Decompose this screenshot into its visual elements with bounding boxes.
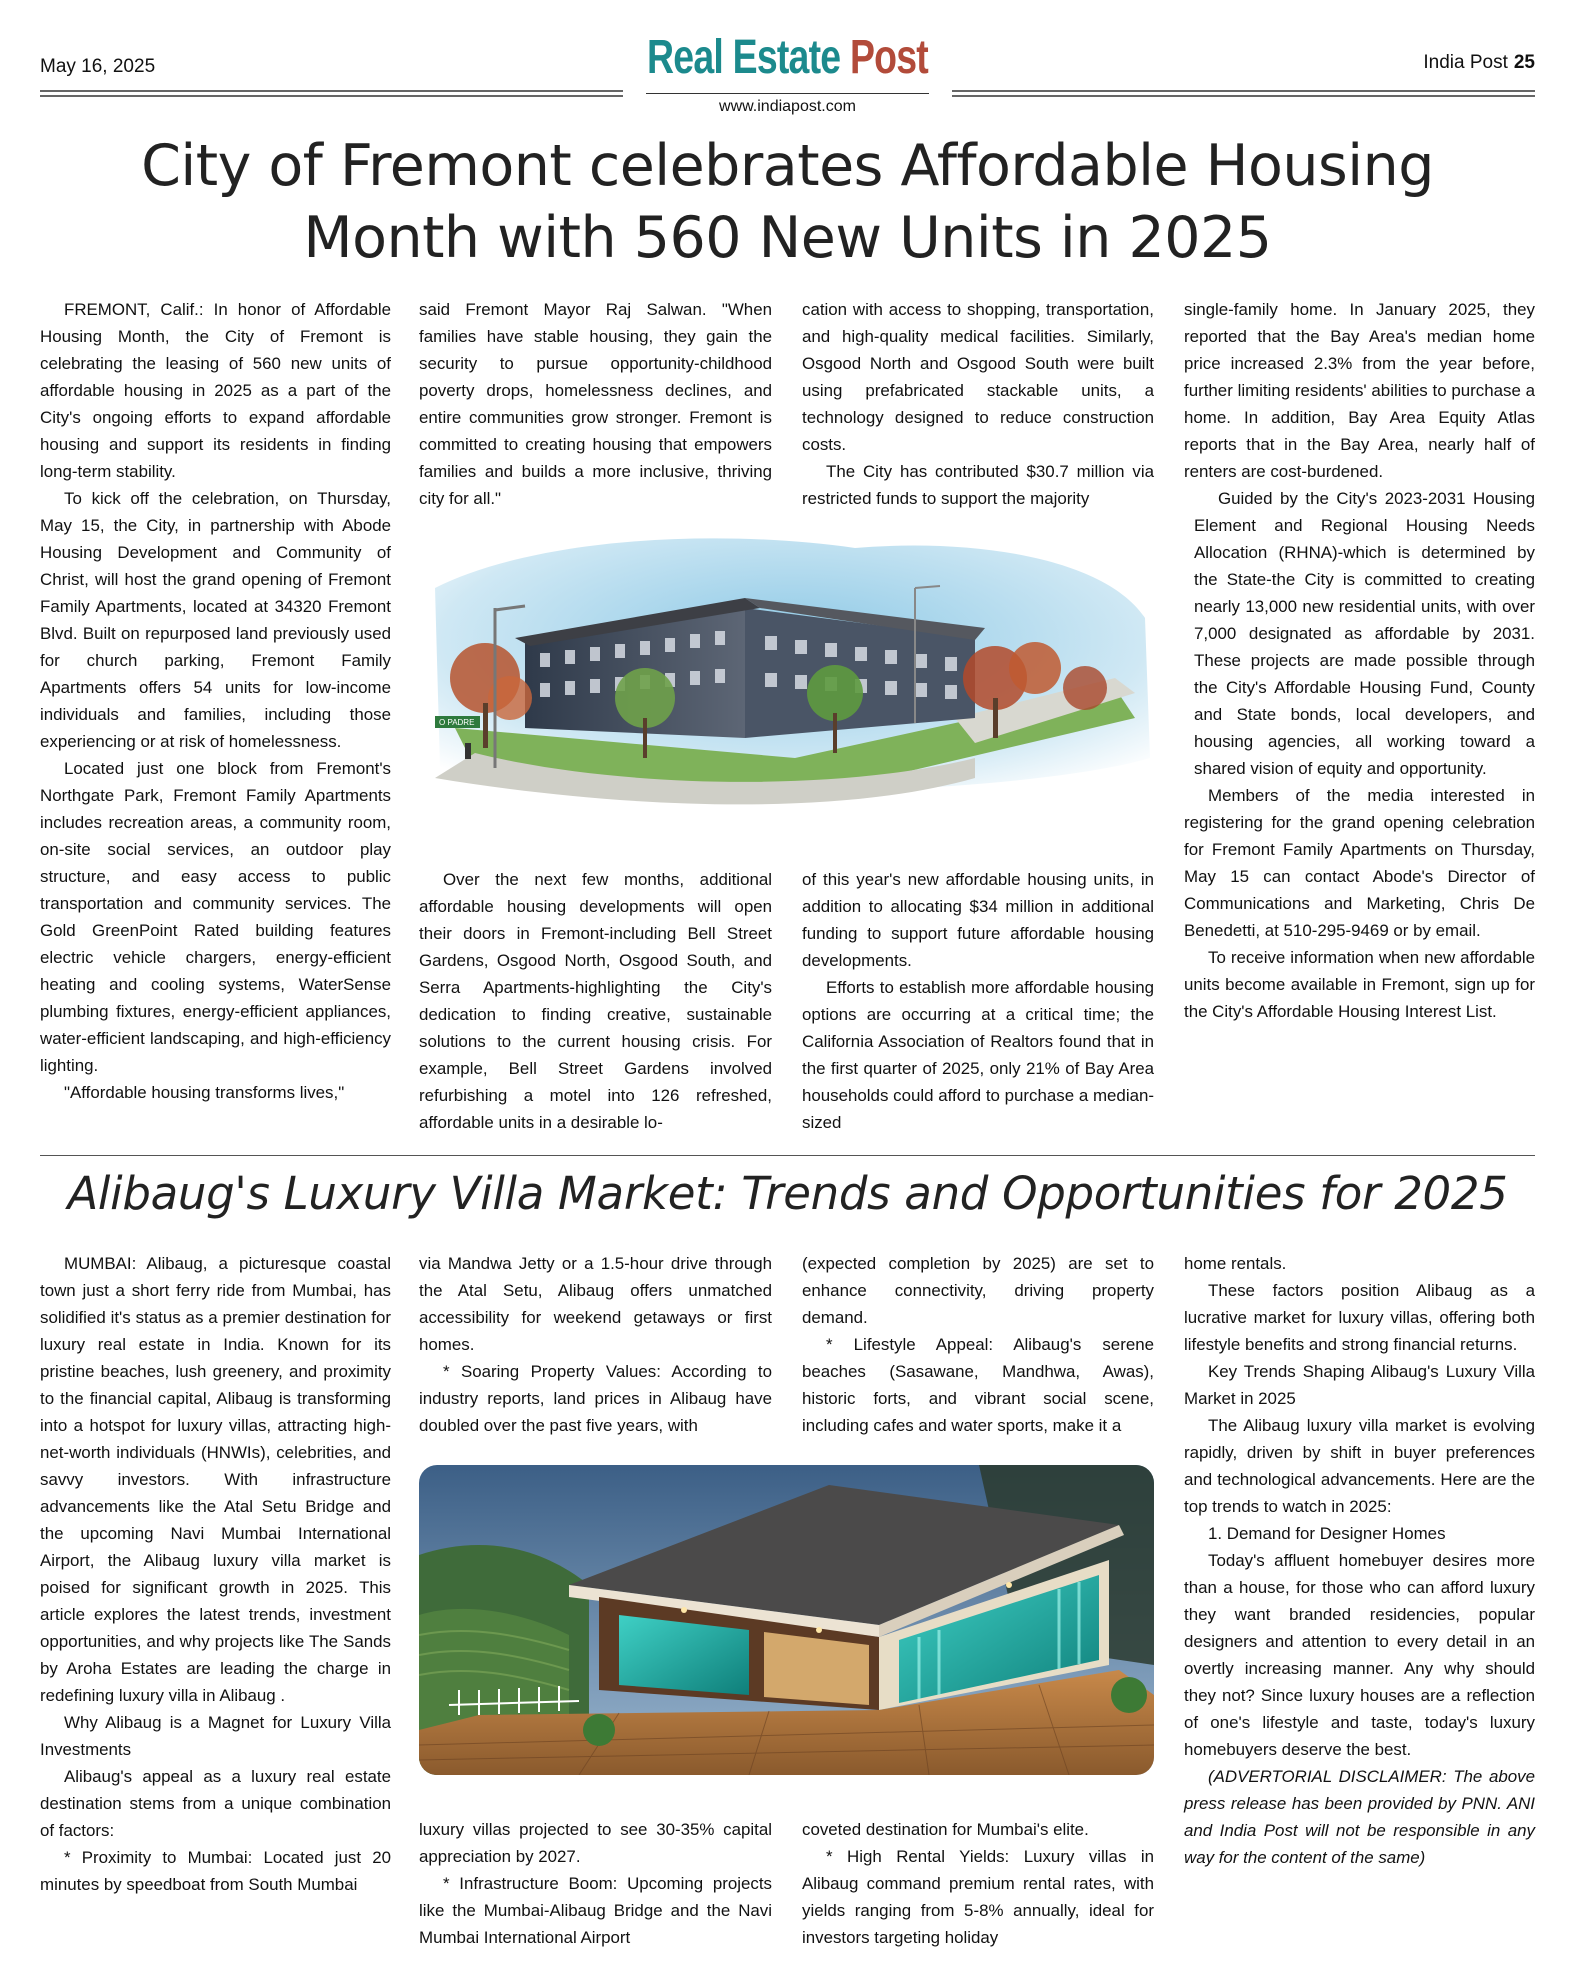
article1-column-3-top: [802, 296, 1154, 512]
paragraph: Members of the media interested in registering for the grand opening celebration for Fremont Family Apartments on Thursday, May 15 can contact Abode's Director of Communications and Marketing, Chris De Benedetti, at 510-295-9469 or by email.: [1184, 786, 1535, 940]
article1-headline-line2: Month with 560 New Units in 2025: [303, 205, 1272, 271]
article2-column-3-top: [802, 1250, 1154, 1439]
paragraph: FREMONT, Calif.: In honor of Affordable Housing Month, the City of Fremont is celebrating the leasing of 560 new units of affordable housing in 2025 as a part of the City's ongoing efforts to expand affordable housing and support its residents in finding long-term stability.: [40, 300, 391, 481]
masthead-rule-right: [952, 90, 1535, 97]
building-rendering-image: [415, 528, 1158, 818]
paragraph: home rentals.: [1184, 1254, 1287, 1273]
paragraph: Alibaug's appeal as a luxury real estate destination stems from a unique combination of factors:: [40, 1767, 391, 1840]
paragraph: single-family home. In January 2025, they reported that the Bay Area's median home price increased 2.3% from the year before, further limiting residents' abilities to purchase a home. In addition, Bay Area Equity Atlas reports that in the Bay Area, nearly half of renters are cost-burdened.: [1184, 300, 1535, 481]
paragraph: Over the next few months, additional affordable housing developments will open their doors in Fremont-including Bell Street Gardens, Osgood North, Osgood South, and Serra Apartments-highlighting the City's dedication to finding creative, sustainable solutions to the current housing crisis. For example, Bell Street Gardens involved refurbishing a motel into 126 refreshed, affordable units in a desirable lo-: [419, 870, 772, 1132]
paragraph: * Lifestyle Appeal: Alibaug's serene beaches (Sasawane, Mandhwa, Awas), historic forts, and vibrant social scene, including cafes and water sports, make it a: [802, 1335, 1154, 1435]
section-title-part2: Post: [849, 31, 928, 84]
paragraph: Today's affluent homebuyer desires more than a house, for those who can afford luxury they want branded residencies, popular designers and attention to every detail in an overtly increasing manner. Any why should they not? Since luxury houses are a reflection of one's lifestyle and taste, today's luxury homebuyers deserve the best.: [1184, 1551, 1535, 1759]
page-number: 25: [1513, 52, 1535, 73]
paragraph: 1. Demand for Designer Homes: [1208, 1524, 1446, 1543]
paragraph: (expected completion by 2025) are set to enhance connectivity, driving property demand.: [802, 1254, 1154, 1327]
article1-headline-line1: City of Fremont celebrates Affordable Housing: [141, 133, 1434, 199]
paragraph: Efforts to establish more affordable housing options are occurring at a critical time; the California Association of Realtors found that in the first quarter of 2025, only 21% of Bay Area households could afford to purchase a median-sized: [802, 978, 1154, 1132]
paragraph: * Soaring Property Values: According to industry reports, land prices in Alibaug have doubled over the past five years, with: [419, 1362, 772, 1435]
street-sign-text: O PADRE: [439, 718, 475, 727]
paragraph: The Alibaug luxury villa market is evolving rapidly, driven by shift in buyer preferences and technological advancements. Here are the top trends to watch in 2025:: [1184, 1416, 1535, 1516]
article2-headline: Alibaug's Luxury Villa Market: Trends and Opportunities for 2025: [67, 1167, 1508, 1220]
paragraph: MUMBAI: Alibaug, a picturesque coastal town just a short ferry ride from Mumbai, has solidified it's status as a premier destination for luxury real estate in India. Known for its pristine beaches, lush greenery, and proximity to the financial capital, Alibaug is transforming into a hotspot for luxury villas, attracting high-net-worth individuals (HNWIs), celebrities, and savvy investors. With infrastructure advancements like the Atal Setu Bridge and the upcoming Navi Mumbai International Airport, the Alibaug luxury villa market is poised for significant growth in 2025. This article explores the latest trends, investment opportunities, and why projects like The Sands by Aroha Estates are leading the charge in redefining luxury villa in Alibaug .: [40, 1254, 391, 1705]
article2-column-3-bottom: [802, 1816, 1154, 1951]
article1-column-2-bottom: [419, 866, 772, 1136]
paragraph: * Proximity to Mumbai: Located just 20 minutes by speedboat from South Mumbai: [40, 1848, 391, 1894]
paragraph: Key Trends Shaping Alibaug's Luxury Villa Market in 2025: [1184, 1362, 1535, 1408]
paragraph: To receive information when new affordable units become available in Fremont, sign up for the City's Affordable Housing Interest List.: [1184, 948, 1535, 1021]
article1-column-1: [40, 296, 391, 1106]
article1-column-2-top: [419, 296, 772, 512]
article2-column-2-bottom: [419, 1816, 772, 1951]
publication-section-title: [173, 30, 1402, 85]
paragraph: To kick off the celebration, on Thursday, May 15, the City, in partnership with Abode Housing Development and Community of Christ, will host the grand opening of Fremont Family Apartments, located at 34320 Fremont Blvd. Built on repurposed land previously used for church parking, Fremont Family Apartments offers 54 units for low-income individuals and families, including those experiencing or at risk of homelessness.: [40, 489, 391, 751]
publication-name: India Post: [1423, 52, 1508, 73]
disclaimer: (ADVERTORIAL DISCLAIMER: The above press release has been provided by PNN. ANI and India Post will not be responsible in any way for the content of the same): [1184, 1767, 1535, 1867]
article2-column-4: [1184, 1250, 1535, 1871]
paragraph: These factors position Alibaug as a lucrative market for luxury villas, offering both lifestyle benefits and strong financial returns.: [1184, 1281, 1535, 1354]
issue-date: May 16, 2025: [40, 56, 156, 77]
paragraph: luxury villas projected to see 30-35% capital appreciation by 2027.: [419, 1820, 772, 1866]
paragraph: Located just one block from Fremont's Northgate Park, Fremont Family Apartments includes recreation areas, a community room, on-site social services, an outdoor play structure, and easy access to public transportation and community services. The Gold GreenPoint Rated building features electric vehicle chargers, energy-efficient heating and cooling systems, WaterSense plumbing fixtures, energy-efficient appliances, water-efficient landscaping, and high-efficiency lighting.: [40, 759, 391, 1075]
paragraph: The City has contributed $30.7 million via restricted funds to support the majority: [802, 462, 1154, 508]
apartments-illustration: [415, 528, 1158, 818]
article1-column-3-bottom: [802, 866, 1154, 1136]
paragraph: * High Rental Yields: Luxury villas in Alibaug command premium rental rates, with yields ranging from 5-8% annually, ideal for investors targeting holiday: [802, 1847, 1154, 1947]
paragraph: coveted destination for Mumbai's elite.: [802, 1820, 1089, 1839]
paragraph: of this year's new affordable housing units, in addition to allocating $34 million in additional funding to support future affordable housing developments.: [802, 870, 1154, 970]
luxury-villa-image: [419, 1465, 1154, 1775]
paragraph: cation with access to shopping, transportation, and high-quality medical facilities. Similarly, Osgood North and Osgood South were built using prefabricated stackable units, a technology designed to reduce construction costs.: [802, 300, 1154, 454]
website-url[interactable]: www.indiapost.com: [719, 98, 856, 115]
paragraph: said Fremont Mayor Raj Salwan. "When families have stable housing, they gain the security to pursue opportunity-childhood poverty drops, homelessness declines, and entire communities grow stronger. Fremont is committed to creating housing that empowers families and builds a more inclusive, thriving city for all.": [419, 300, 772, 508]
paragraph: "Affordable housing transforms lives,": [64, 1083, 345, 1102]
page-info: [1423, 52, 1535, 74]
paragraph: * Infrastructure Boom: Upcoming projects like the Mumbai-Alibaug Bridge and the Navi Mumbai International Airport: [419, 1874, 772, 1947]
paragraph: Why Alibaug is a Magnet for Luxury Villa Investments: [40, 1713, 391, 1759]
villa-photo: [419, 1465, 1154, 1775]
article1-headline: [40, 130, 1535, 274]
section-title-part1: Real Estate: [647, 31, 841, 84]
article-divider: [40, 1155, 1535, 1156]
article2-column-1: [40, 1250, 391, 1898]
masthead-rule-left: [40, 90, 623, 97]
paragraph: Guided by the City's 2023-2031 Housing Element and Regional Housing Needs Allocation (RHNA)-which is determined by the State-the City is committed to creating nearly 13,000 new residential units, with over 7,000 designated as affordable by 2031. These projects are made possible through the City's Affordable Housing Fund, County and State bonds, local developers, and housing agencies, all working toward a shared vision of equity and opportunity.: [1194, 489, 1535, 778]
article2-column-2-top: [419, 1250, 772, 1439]
paragraph: via Mandwa Jetty or a 1.5-hour drive through the Atal Setu, Alibaug offers unmatched accessibility for weekend getaways or first homes.: [419, 1254, 772, 1354]
masthead-rule-center: [646, 93, 929, 94]
article1-column-4: [1184, 296, 1535, 1025]
